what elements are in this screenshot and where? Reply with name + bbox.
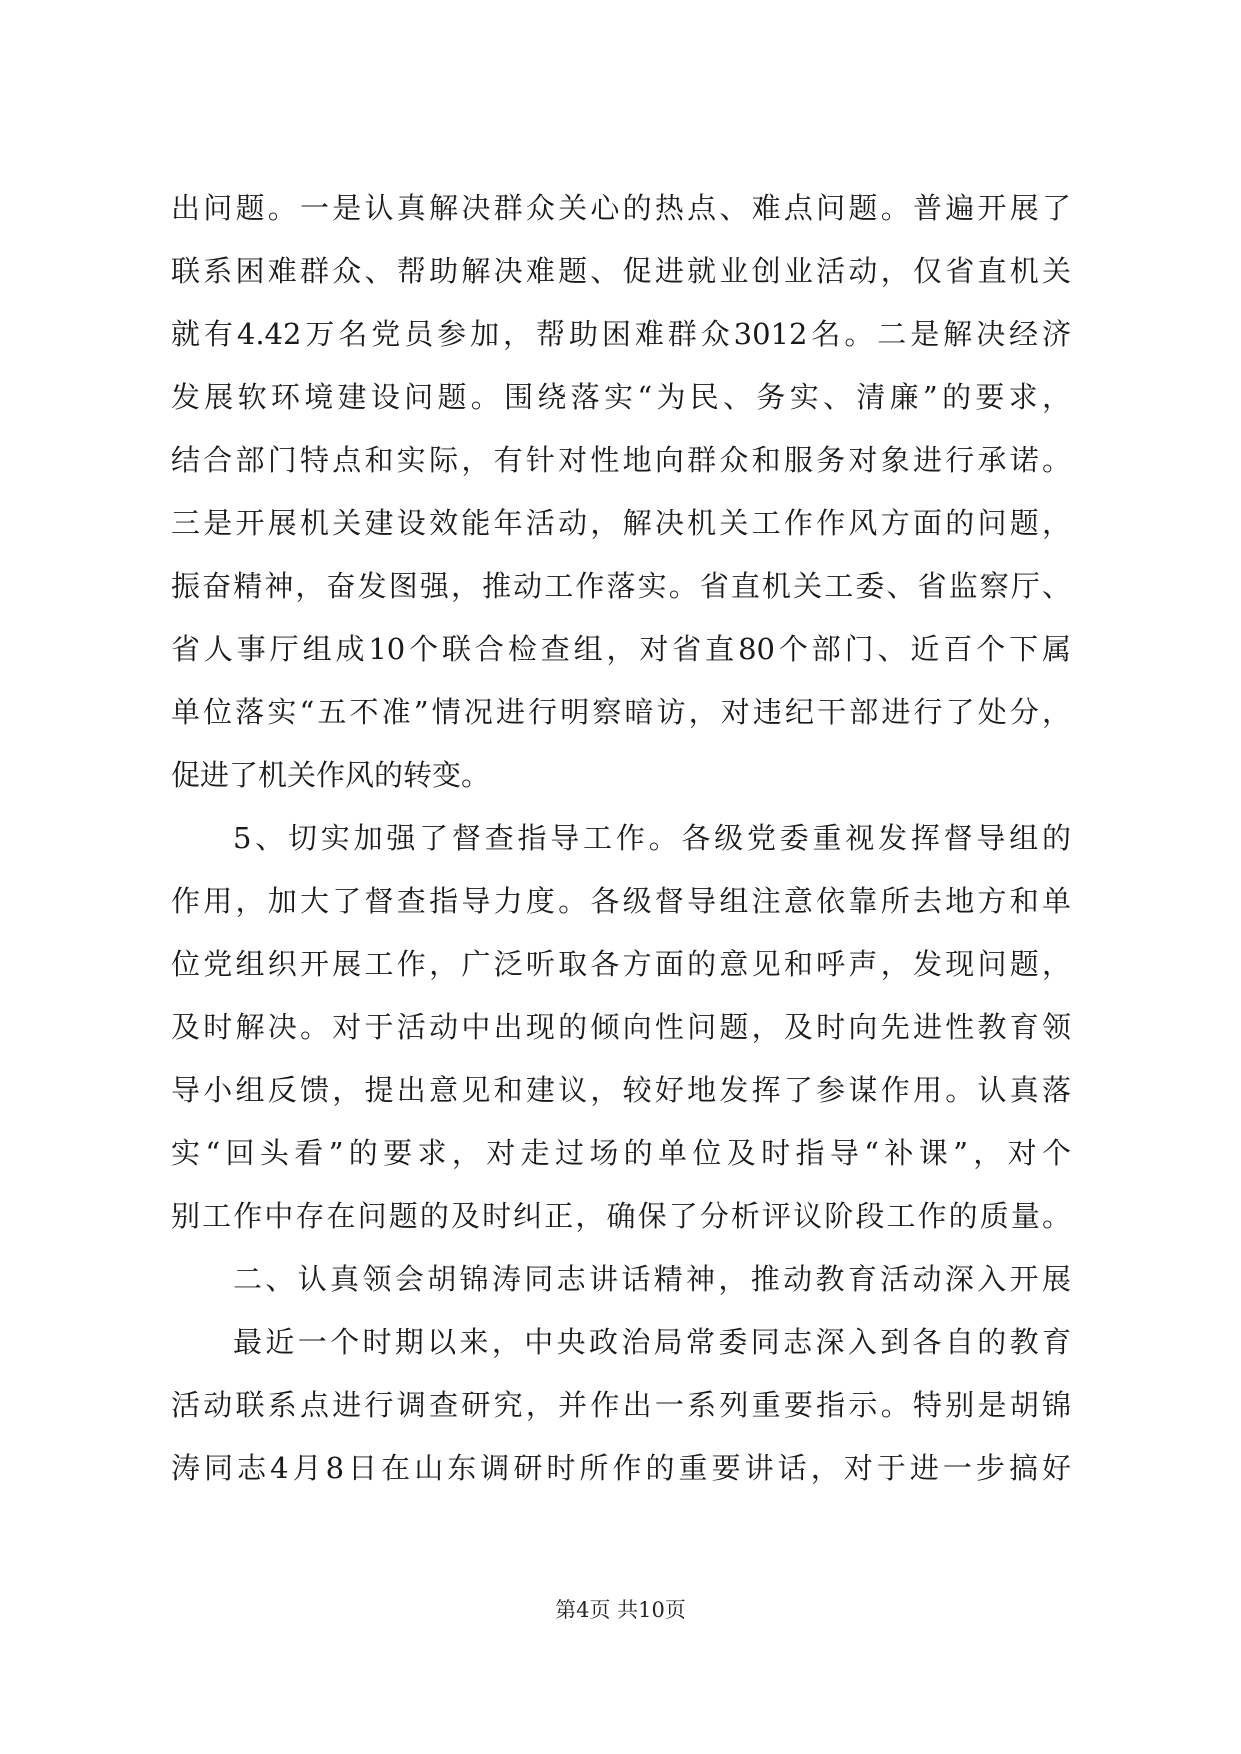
text-line: 别工作中存在问题的及时纠正，确保了分析评议阶段工作的质量。 xyxy=(171,1199,1071,1233)
text-line: 出问题。一是认真解决群众关心的热点、难点问题。普遍开展了 xyxy=(171,191,1071,225)
document-body xyxy=(171,177,1071,1500)
text-line: 单位落实“五不准”情况进行明察暗访，对违纪干部进行了处分， xyxy=(171,695,1071,729)
text-line: 5、切实加强了督查指导工作。各级党委重视发挥督导组的 xyxy=(233,821,1071,855)
text-line: 活动联系点进行调查研究，并作出一系列重要指示。特别是胡锦 xyxy=(171,1388,1071,1422)
text-line: 就有4.42万名党员参加，帮助困难群众3012名。二是解决经济 xyxy=(171,317,1071,351)
text-line: 结合部门特点和实际，有针对性地向群众和服务对象进行承诺。 xyxy=(171,443,1071,477)
text-line: 联系困难群众、帮助解决难题、促进就业创业活动，仅省直机关 xyxy=(171,254,1071,288)
text-line: 实“回头看”的要求，对走过场的单位及时指导“补课”，对个 xyxy=(171,1136,1071,1170)
text-line: 三是开展机关建设效能年活动，解决机关工作作风方面的问题， xyxy=(171,506,1071,540)
text-line: 二、认真领会胡锦涛同志讲话精神，推动教育活动深入开展 xyxy=(233,1262,1071,1296)
text-line: 发展软环境建设问题。围绕落实“为民、务实、清廉”的要求， xyxy=(171,380,1071,414)
page-number-footer: 第4页 共10页 xyxy=(555,1598,686,1622)
text-line: 及时解决。对于活动中出现的倾向性问题，及时向先进性教育领 xyxy=(171,1010,1071,1044)
text-line: 促进了机关作风的转变。 xyxy=(171,758,491,792)
text-line: 振奋精神，奋发图强，推动工作落实。省直机关工委、省监察厅、 xyxy=(171,569,1071,603)
text-line: 涛同志4月8日在山东调研时所作的重要讲话，对于进一步搞好 xyxy=(171,1451,1071,1485)
text-line: 位党组织开展工作，广泛听取各方面的意见和呼声，发现问题， xyxy=(171,947,1071,981)
text-line: 作用，加大了督查指导力度。各级督导组注意依靠所去地方和单 xyxy=(171,884,1071,918)
text-line: 最近一个时期以来，中央政治局常委同志深入到各自的教育 xyxy=(233,1325,1071,1359)
text-line: 省人事厅组成10个联合检查组，对省直80个部门、近百个下属 xyxy=(171,632,1071,666)
text-line: 导小组反馈，提出意见和建议，较好地发挥了参谋作用。认真落 xyxy=(171,1073,1071,1107)
